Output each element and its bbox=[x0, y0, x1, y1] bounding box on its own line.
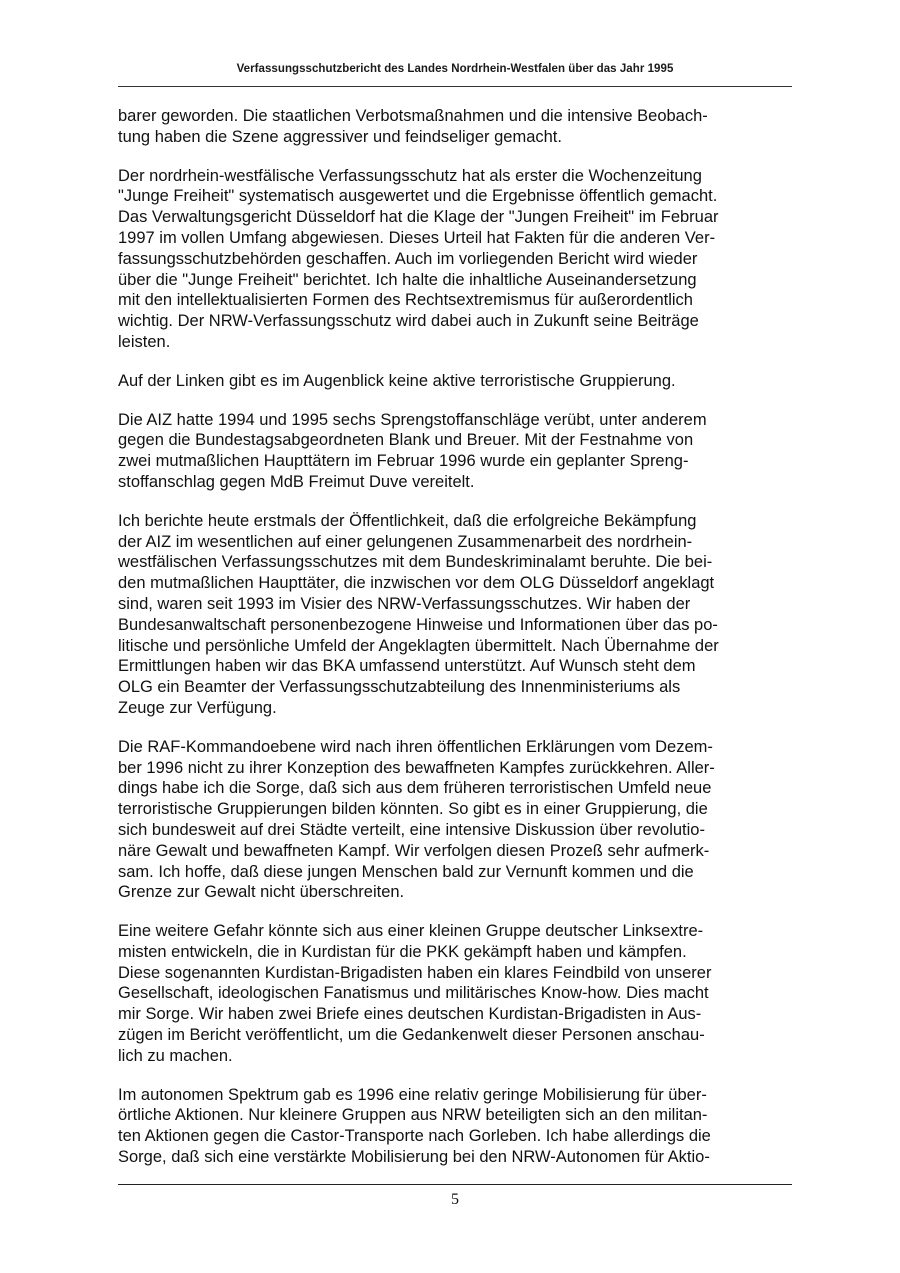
text-line: Bundesanwaltschaft personenbezogene Hinweise und Informationen über das po- bbox=[118, 615, 718, 634]
text-line: der AIZ im wesentlichen auf einer gelungenen Zusammenarbeit des nordrhein- bbox=[118, 532, 693, 551]
text-line: stoffanschlag gegen MdB Freimut Duve vereitelt. bbox=[118, 472, 475, 491]
text-line: Das Verwaltungsgericht Düsseldorf hat die Klage der "Jungen Freiheit" im Februar bbox=[118, 208, 719, 227]
text-line: zwei mutmaßlichen Haupttätern im Februar 1996 wurde ein geplanter Spreng- bbox=[118, 452, 689, 471]
text-line: litische und persönliche Umfeld der Angeklagten übermittelt. Nach Übernahme der bbox=[118, 636, 719, 655]
paragraph-3 bbox=[118, 371, 792, 392]
text-line: terroristische Gruppierungen bilden könnten. So gibt es in einer Gruppierung, die bbox=[118, 800, 708, 819]
text-line: "Junge Freiheit" systematisch ausgewertet und die Ergebnisse öffentlich gemacht. bbox=[118, 187, 718, 206]
page-number: 5 bbox=[451, 1191, 459, 1208]
text-line: Die RAF-Kommandoebene wird nach ihren öffentlichen Erklärungen vom Dezem- bbox=[118, 737, 713, 756]
body-text bbox=[118, 106, 792, 1186]
text-line: Zeuge zur Verfügung. bbox=[118, 698, 277, 717]
text-line: fassungsschutzbehörden geschaffen. Auch im vorliegenden Bericht wird wieder bbox=[118, 249, 698, 268]
text-line: mit den intellektualisierten Formen des Rechtsextremismus für außerordentlich bbox=[118, 291, 693, 310]
text-line: Sorge, daß sich eine verstärkte Mobilisierung bei den NRW-Autonomen für Aktio- bbox=[118, 1148, 710, 1167]
paragraph-2 bbox=[118, 166, 792, 353]
footer-rule bbox=[118, 1184, 792, 1185]
text-line: sam. Ich hoffe, daß diese jungen Menschen bald zur Vernunft kommen und die bbox=[118, 862, 694, 881]
text-line: den mutmaßlichen Haupttäter, die inzwischen vor dem OLG Düsseldorf angeklagt bbox=[118, 574, 715, 593]
text-line: Der nordrhein-westfälische Verfassungsschutz hat als erster die Wochenzeitung bbox=[118, 166, 702, 185]
text-line: gegen die Bundestagsabgeordneten Blank und Breuer. Mit der Festnahme von bbox=[118, 431, 694, 450]
text-line: Ermittlungen haben wir das BKA umfassend unterstützt. Auf Wunsch steht dem bbox=[118, 657, 696, 676]
text-line: ten Aktionen gegen die Castor-Transporte nach Gorleben. Ich habe allerdings die bbox=[118, 1127, 711, 1146]
text-line: zügen im Bericht veröffentlicht, um die Gedankenwelt dieser Personen anschau- bbox=[118, 1026, 705, 1045]
text-line: dings habe ich die Sorge, daß sich aus dem früheren terroristischen Umfeld neue bbox=[118, 779, 712, 798]
text-line: westfälischen Verfassungsschutzes mit dem Bundeskriminalamt beruhte. Die bei- bbox=[118, 553, 713, 572]
paragraph-6 bbox=[118, 737, 792, 903]
text-line: Die AIZ hatte 1994 und 1995 sechs Sprengstoffanschläge verübt, unter anderem bbox=[118, 410, 707, 429]
text-line: barer geworden. Die staatlichen Verbotsmaßnahmen und die intensive Beobach- bbox=[118, 107, 708, 125]
text-line: über die "Junge Freiheit" berichtet. Ich halte die inhaltliche Auseinandersetzung bbox=[118, 270, 697, 289]
paragraph-8 bbox=[118, 1085, 792, 1168]
header-rule bbox=[118, 86, 792, 87]
text-line: tung haben die Szene aggressiver und feindseliger gemacht. bbox=[118, 127, 562, 146]
paragraph-4 bbox=[118, 410, 792, 493]
paragraph-1 bbox=[118, 106, 792, 148]
text-line: sind, waren seit 1993 im Visier des NRW-Verfassungsschutzes. Wir haben der bbox=[118, 594, 691, 613]
text-line: Eine weitere Gefahr könnte sich aus einer kleinen Gruppe deutscher Linksextre- bbox=[118, 922, 704, 941]
text-line: leisten. bbox=[118, 332, 171, 351]
text-line: sich bundesweit auf drei Städte verteilt, eine intensive Diskussion über revolutio- bbox=[118, 820, 705, 839]
text-line: Diese sogenannten Kurdistan-Brigadisten haben ein klares Feindbild von unserer bbox=[118, 963, 712, 982]
text-line: näre Gewalt und bewaffneten Kampf. Wir verfolgen diesen Prozeß sehr aufmerk- bbox=[118, 841, 710, 860]
paragraph-7 bbox=[118, 921, 792, 1067]
text-line: misten entwickeln, die in Kurdistan für die PKK gekämpft haben und kämpfen. bbox=[118, 942, 687, 961]
text-line: lich zu machen. bbox=[118, 1046, 233, 1065]
text-line: örtliche Aktionen. Nur kleinere Gruppen aus NRW beteiligten sich an den militan- bbox=[118, 1106, 708, 1125]
text-line: ber 1996 nicht zu ihrer Konzeption des bewaffneten Kampfes zurückkehren. Aller- bbox=[118, 758, 715, 777]
text-line: Gesellschaft, ideologischen Fanatismus und militärisches Know-how. Dies macht bbox=[118, 984, 709, 1003]
text-line: wichtig. Der NRW-Verfassungsschutz wird dabei auch in Zukunft seine Beiträge bbox=[118, 312, 699, 331]
paragraph-5 bbox=[118, 511, 792, 719]
text-line: Auf der Linken gibt es im Augenblick keine aktive terroristische Gruppierung. bbox=[118, 371, 676, 390]
text-line: mir Sorge. Wir haben zwei Briefe eines deutschen Kurdistan-Brigadisten in Aus- bbox=[118, 1005, 702, 1024]
text-line: Im autonomen Spektrum gab es 1996 eine relativ geringe Mobilisierung für über- bbox=[118, 1085, 707, 1104]
text-line: Ich berichte heute erstmals der Öffentlichkeit, daß die erfolgreiche Bekämpfung bbox=[118, 511, 697, 530]
text-line: Grenze zur Gewalt nicht überschreiten. bbox=[118, 883, 405, 902]
text-line: 1997 im vollen Umfang abgewiesen. Dieses Urteil hat Fakten für die anderen Ver- bbox=[118, 228, 716, 247]
page-header-title: Verfassungsschutzbericht des Landes Nordrhein-Westfalen über das Jahr 1995 bbox=[236, 63, 674, 75]
text-line: OLG ein Beamter der Verfassungsschutzabteilung des Innenministeriums als bbox=[118, 678, 681, 697]
